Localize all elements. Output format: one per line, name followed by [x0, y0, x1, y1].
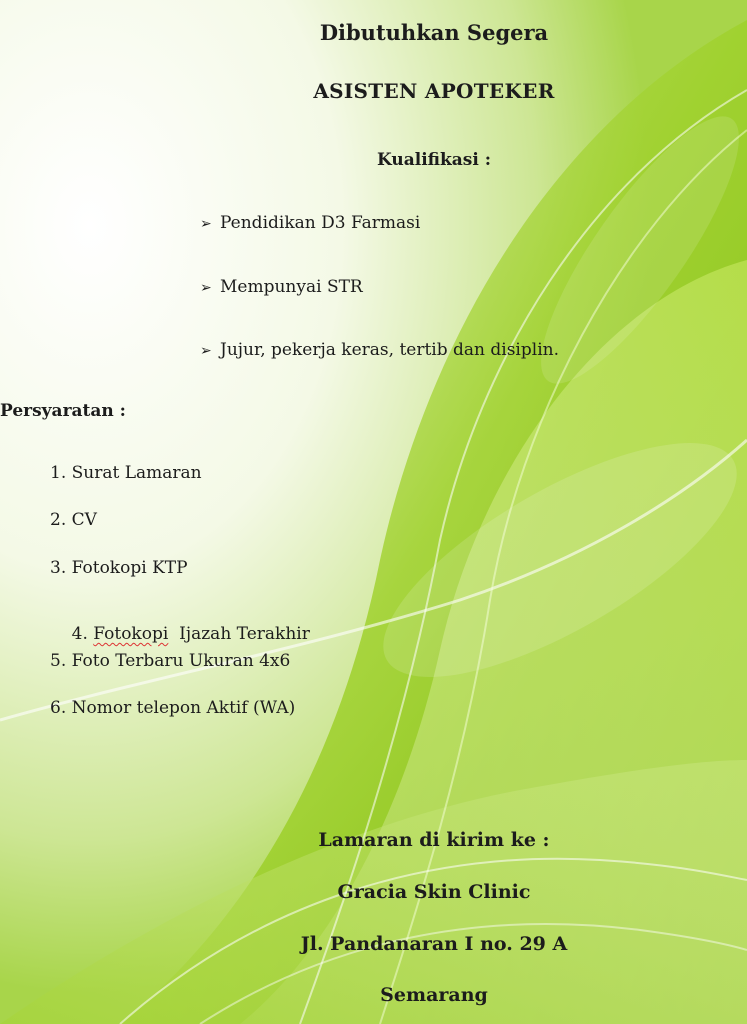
- requirement-item: [50, 651, 290, 671]
- qualification-text: Pendidikan D3 Farmasi: [220, 213, 421, 233]
- item-number: 2.: [50, 510, 67, 530]
- item-text: Ijazah Terakhir: [168, 624, 310, 644]
- clinic-name: Gracia Skin Clinic: [337, 881, 531, 903]
- item-number: 5.: [50, 651, 67, 671]
- send-to-label: Lamaran di kirim ke :: [318, 829, 550, 851]
- qualification-text: Mempunyai STR: [220, 277, 363, 297]
- item-text: Fotokopi KTP: [71, 558, 188, 578]
- qualifications-heading: Kualifikasi :: [376, 150, 492, 170]
- item-number: 4.: [71, 624, 88, 644]
- qualification-item: [200, 213, 420, 233]
- item-text: Nomor telepon Aktif (WA): [71, 698, 296, 718]
- item-text: Foto Terbaru Ukuran 4x6: [71, 651, 291, 671]
- clinic-address: Jl. Pandanaran I no. 29 A: [300, 933, 568, 955]
- arrow-bullet-icon: ➢: [200, 343, 212, 359]
- qualification-item: [200, 340, 559, 360]
- item-number: 3.: [50, 558, 67, 578]
- item-number: 1.: [50, 463, 67, 483]
- requirements-heading: Persyaratan :: [0, 401, 126, 421]
- requirement-item: [50, 510, 97, 530]
- spellcheck-flagged-word: Fotokopi: [93, 624, 169, 644]
- item-text: Surat Lamaran: [71, 463, 202, 483]
- qualification-text: Jujur, pekerja keras, tertib dan disiplin.: [220, 340, 559, 360]
- position-title: ASISTEN APOTEKER: [313, 79, 555, 103]
- arrow-bullet-icon: ➢: [200, 280, 212, 296]
- requirement-item: [50, 463, 202, 483]
- doc-title: Dibutuhkan Segera: [319, 20, 549, 45]
- item-text: CV: [71, 510, 97, 530]
- requirement-item: [50, 558, 188, 578]
- item-number: 6.: [50, 698, 67, 718]
- clinic-city: Semarang: [380, 984, 488, 1006]
- requirement-item: [50, 698, 295, 718]
- arrow-bullet-icon: ➢: [200, 216, 212, 232]
- qualification-item: [200, 277, 363, 297]
